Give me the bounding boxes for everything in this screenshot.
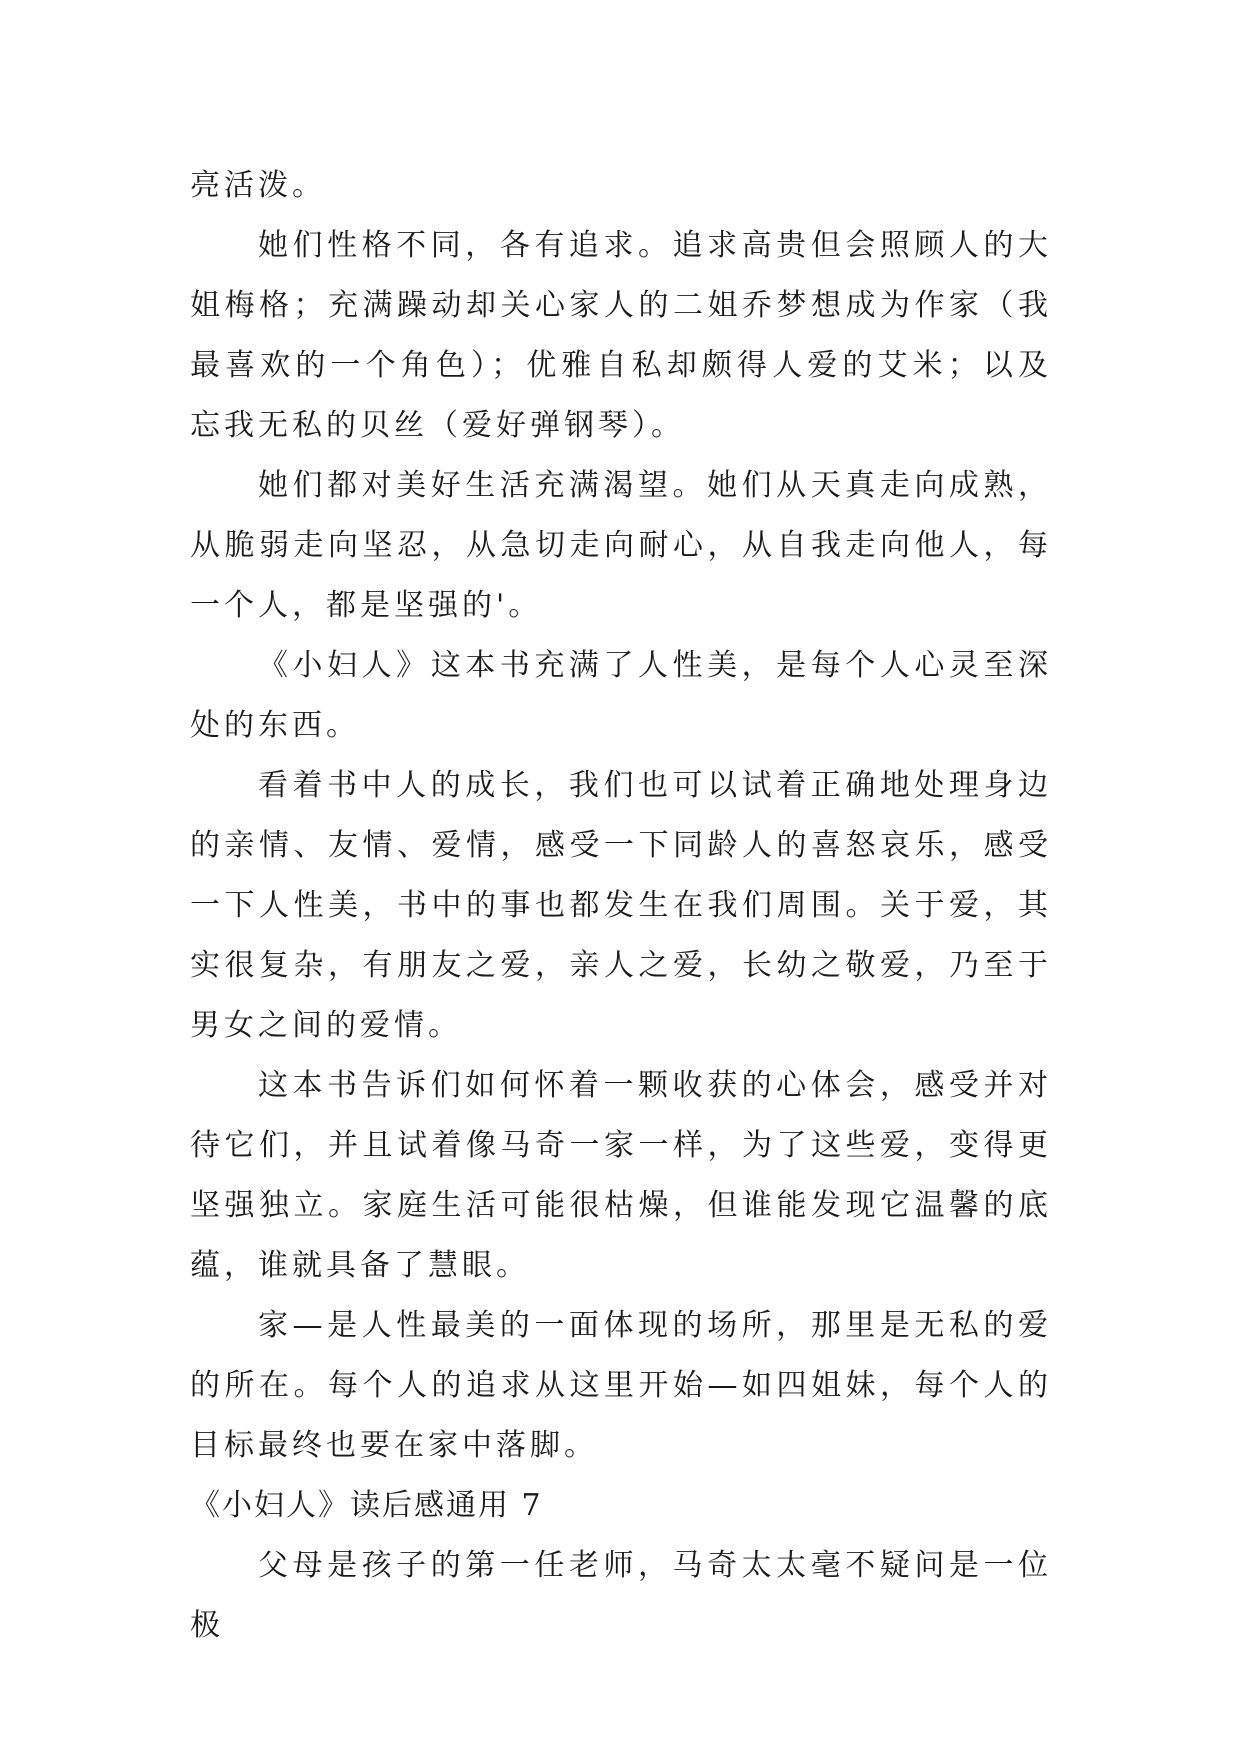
paragraph-human-beauty: 《小妇人》这本书充满了人性美，是每个人心灵至深处的东西。 xyxy=(190,648,1052,743)
paragraph-personalities: 她们性格不同，各有追求。追求高贵但会照顾人的大姐梅格；充满躁动却关心家人的二姐乔梦想成为作家（我最喜欢的一个角色）；优雅自私却颇得人爱的艾米；以及忘我无私的贝丝（爱好弹钢琴）。 xyxy=(190,228,1052,443)
paragraph-lessons: 这本书告诉们如何怀着一颗收获的心体会，感受并对待它们，并且试着像马奇一家一样，为了这些爱，变得更坚强独立。家庭生活可能很枯燥，但谁能发现它温馨的底蕴，谁就具备了慧眼。 xyxy=(190,1068,1052,1283)
paragraph-continuation: 亮活泼。 xyxy=(190,168,326,203)
paragraph-parents: 父母是孩子的第一任老师，马奇太太毫不疑问是一位极 xyxy=(190,1548,1052,1643)
paragraph-kinds-of-love: 看着书中人的成长，我们也可以试着正确地处理身边的亲情、友情、爱情，感受一下同龄人的喜怒哀乐，感受一下人性美，书中的事也都发生在我们周围。关于爱，其实很复杂，有朋友之爱，亲人之爱，长幼之敬爱，乃至于男女之间的爱情。 xyxy=(190,768,1052,1043)
paragraph-home: 家—是人性最美的一面体现的场所，那里是无私的爱的所在。每个人的追求从这里开始—如四姐妹，每个人的目标最终也要在家中落脚。 xyxy=(190,1308,1052,1463)
paragraph-growth: 她们都对美好生活充满渴望。她们从天真走向成熟，从脆弱走向坚忍，从急切走向耐心，从自我走向他人，每一个人，都是坚强的'。 xyxy=(190,468,1052,623)
document-body xyxy=(190,156,1052,1656)
section-heading: 《小妇人》读后感通用 7 xyxy=(190,1488,543,1523)
